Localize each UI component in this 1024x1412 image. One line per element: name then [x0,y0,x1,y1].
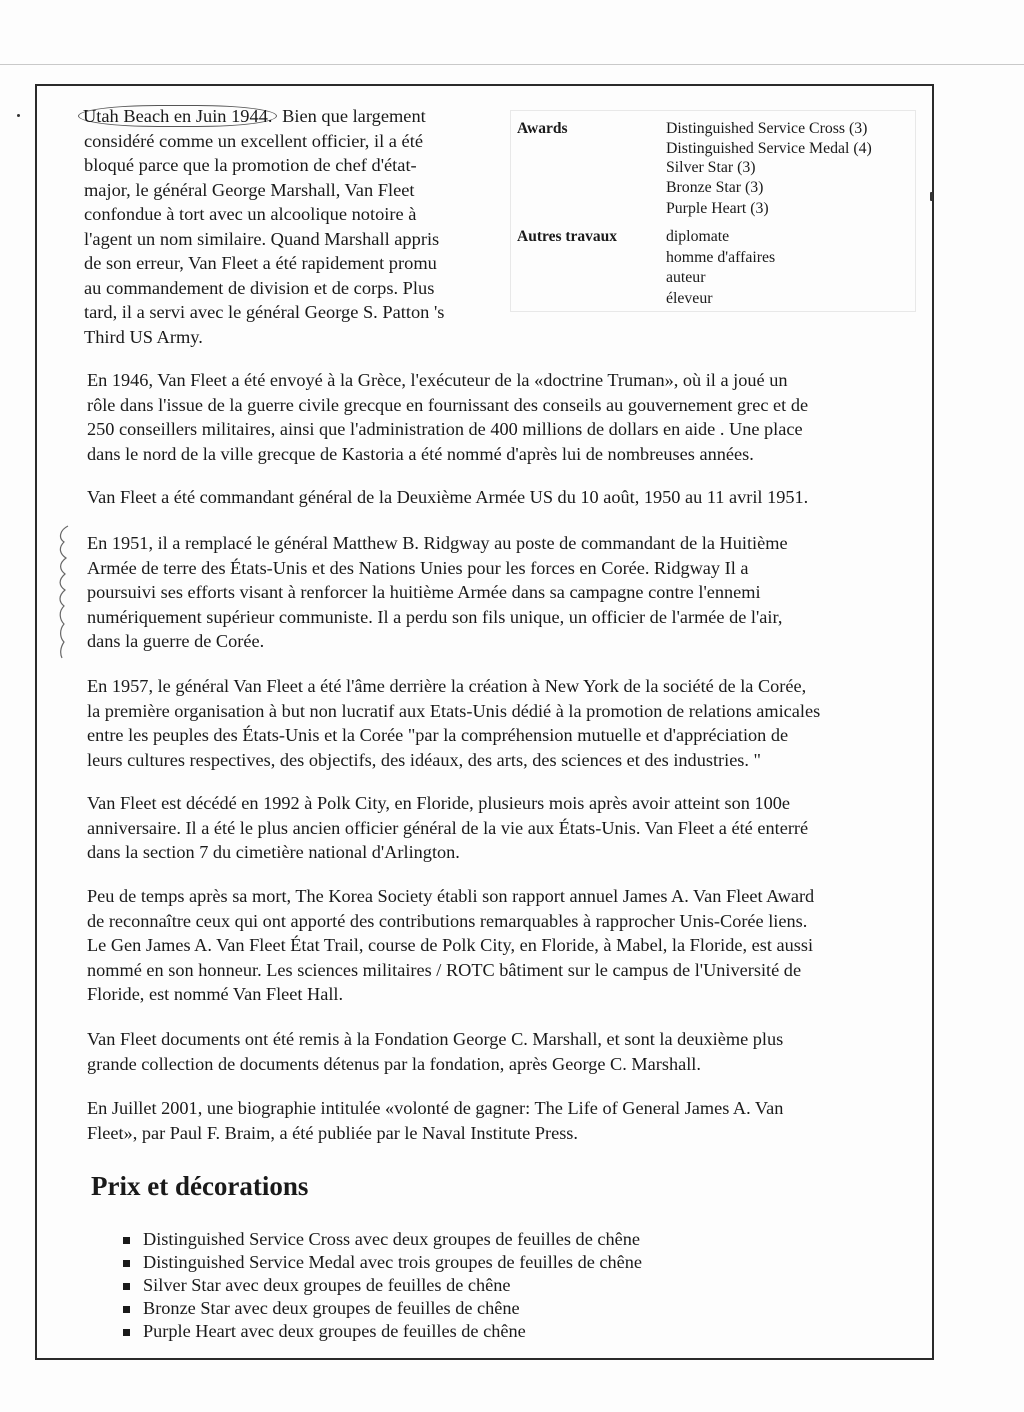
paragraph-death [87,791,927,865]
intro-line-text: Bien que largement [282,106,426,126]
paragraph-line: rôle dans l'issue de la guerre civile grecque en fournissant des conseils au gouvernement grec et de [87,394,809,415]
paragraph-korea-society [87,674,927,772]
decorations-list [120,1228,642,1343]
decoration-item [120,1297,642,1320]
bullet-icon [123,1260,130,1267]
bullet-icon [123,1329,130,1336]
paragraph-legacy [87,884,927,1007]
award-item: Silver Star (3) [666,158,756,176]
paragraph-line: Fleet», par Paul F. Braim, a été publiée par le Naval Institute Press. [87,1122,578,1143]
paragraph-greece [87,368,927,466]
award-item: Purple Heart (3) [666,199,769,217]
paragraph-line: dans la guerre de Corée. [87,631,265,651]
paragraph-line: leurs cultures respectives, des objectifs, des idéaux, des arts, des sciences et des industries. " [87,749,762,770]
award-item: Bronze Star (3) [666,179,764,197]
decoration-text: Silver Star avec deux groupes de feuilles de chêne [143,1275,511,1295]
intro-line: major, le général George Marshall, Van Fleet [84,179,415,200]
paragraph-line: anniversaire. Il a été le plus ancien officier général de la vie aux États-Unis. Van Fleet a été enterré [87,817,809,838]
other-work-item: éleveur [666,289,713,307]
intro-line: l'agent un nom similaire. Quand Marshall appris [84,228,440,249]
page-top-rule [0,64,1024,65]
decoration-item [120,1274,642,1297]
paragraph-line: poursuivi ses efforts visant à renforcer la huitième Armée dans sa campagne contre l'ennemi [87,582,761,602]
intro-line: tard, il a servi avec le général George S. Patton 's [84,302,445,322]
paragraph-line: Van Fleet est décédé en 1992 à Polk City, en Floride, plusieurs mois après avoir atteint son 100e [87,793,791,813]
paragraph-korea-1951 [87,531,927,654]
bullet-icon [123,1283,130,1290]
intro-line: de son erreur, Van Fleet a été rapidement promu [84,253,437,273]
paragraph-documents [87,1027,927,1076]
intro-paragraph [84,104,494,349]
paragraph-line: Peu de temps après sa mort, The Korea Society établi son rapport annuel James A. Van Fleet Award [87,886,815,906]
paragraph-line: Van Fleet documents ont été remis à la Fondation George C. Marshall, et sont la deuxième plus [87,1029,784,1049]
paragraph-line: de reconnaître ceux qui ont apporté des contributions remarquables à rapprocher Unis-Corée liens. [87,910,808,931]
paragraph-biography [87,1096,927,1145]
award-item: Distinguished Service Cross (3) [666,120,868,137]
awards-label: Awards [517,120,568,137]
paragraph-line: entre les peuples des États-Unis et la Corée "par la compréhension mutuelle et d'appréciation de [87,725,789,745]
paragraph-line: la première organisation à but non lucratif aux Etats-Unis dédié à la promotion de relations amicales [87,700,821,721]
intro-line: bloqué parce que la promotion de chef d'état- [84,155,417,175]
intro-line [84,104,494,129]
intro-line: considéré comme un excellent officier, il a été [84,130,423,151]
decoration-item [120,1320,642,1343]
decoration-text: Bronze Star avec deux groupes de feuilles de chêne [143,1298,520,1318]
other-work-list [666,227,775,309]
other-work-item: auteur [666,269,706,287]
other-work-label: Autres travaux [517,228,618,245]
bullet-icon [123,1306,130,1313]
decoration-text: Purple Heart avec deux groupes de feuilles de chêne [143,1321,526,1341]
scan-speck [930,192,933,201]
paragraph-line: En 1951, il a remplacé le général Matthew B. Ridgway au poste de commandant de la Huitième [87,533,788,553]
decoration-text: Distinguished Service Cross avec deux groupes de feuilles de chêne [143,1229,641,1249]
paragraph-line: 250 conseillers militaires, ainsi que l'administration de 400 millions de dollars en aide . Une place [87,419,803,439]
paragraph-second-army [87,485,927,510]
paragraph-line: En 1946, Van Fleet a été envoyé à la Grèce, l'exécuteur de la «doctrine Truman», où il a joué un [87,370,788,390]
decoration-text: Distinguished Service Medal avec trois groupes de feuilles de chêne [143,1252,643,1272]
circled-text: Utah Beach en Juin 1944. [78,105,277,127]
awards-list [666,119,872,219]
scan-speck [17,114,20,117]
intro-line: Third US Army. [84,326,203,347]
paragraph-line: En Juillet 2001, une biographie intitulée «volonté de gagner: The Life of General James A. Van [87,1098,784,1118]
paragraph-line: numériquement supérieur communiste. Il a perdu son fils unique, un officier de l'armée de l'air, [87,606,783,627]
paragraph-line: Armée de terre des États-Unis et des Nations Unies pour les forces en Corée. Ridgway Il a [87,557,749,578]
paragraph-line: nommé en son honneur. Les sciences militaires / ROTC bâtiment sur le campus de l'Université de [87,959,802,980]
paragraph-line: Floride, est nommé Van Fleet Hall. [87,984,344,1004]
infobox [510,110,916,312]
paragraph-line: dans la section 7 du cimetière national d'Arlington. [87,842,460,862]
paragraph-line: dans le nord de la ville grecque de Kastoria a été nommé d'après lui de nombreuses années. [87,443,754,464]
margin-bracket-mark [54,524,74,660]
other-work-item: diplomate [666,228,730,245]
bullet-icon [123,1237,130,1244]
decoration-item [120,1228,642,1251]
decoration-item [120,1251,642,1274]
section-heading-decorations: Prix et décorations [91,1171,309,1201]
intro-line: au commandement de division et de corps. Plus [84,277,435,298]
other-work-item: homme d'affaires [666,248,776,266]
paragraph-line: grande collection de documents détenus par la fondation, après George C. Marshall. [87,1053,701,1074]
paragraph-line: En 1957, le général Van Fleet a été l'âme derrière la création à New York de la société de la Corée, [87,676,807,696]
award-item: Distinguished Service Medal (4) [666,139,872,157]
paragraph-line: Van Fleet a été commandant général de la Deuxième Armée US du 10 août, 1950 au 11 avril 1951. [87,487,809,507]
paragraph-line: Le Gen James A. Van Fleet État Trail, course de Polk City, en Floride, à Mabel, la Floride, est aussi [87,935,814,955]
intro-line: confondue à tort avec un alcoolique notoire à [84,204,417,224]
